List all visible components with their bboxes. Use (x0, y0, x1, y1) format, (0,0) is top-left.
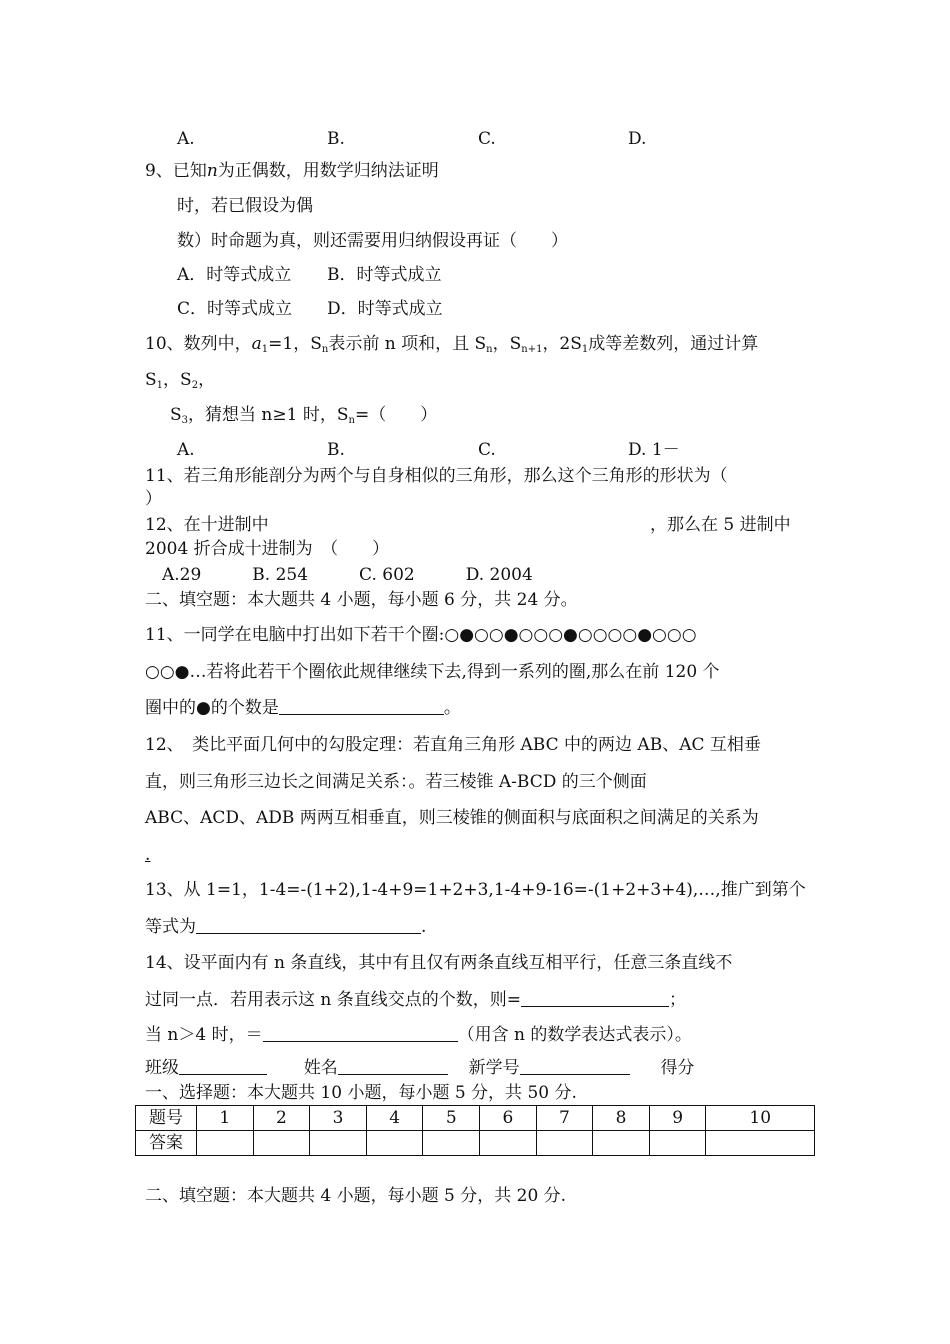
fill14-line-2 (145, 989, 686, 1011)
q9-option-c: C．时等式成立 (177, 299, 293, 319)
fill13-answer-blank[interactable] (196, 917, 421, 934)
table-header-label: 题号 (136, 1106, 197, 1131)
q10-option-c: C. (478, 440, 496, 460)
table-number-cell: 7 (536, 1106, 593, 1131)
answer-cell[interactable] (423, 1131, 480, 1156)
q10-l3b: ，猜想当 n≥1 时，S (188, 405, 349, 425)
answer-cell[interactable] (310, 1131, 367, 1156)
q10-a: a (251, 334, 262, 354)
section-1-title: 一、选择题：本大题共 10 小题，每小题 5 分，共 50 分. (145, 1083, 577, 1103)
answer-cell[interactable] (480, 1131, 537, 1156)
section-2-title: 二、填空题：本大题共 4 小题，每小题 6 分，共 24 分。 (145, 590, 578, 610)
name-label: 姓名 (303, 1058, 338, 1078)
fill12-line-2: 直，则三角形三边长之间满足关系：。若三棱锥 A-BCD 的三个侧面 (145, 772, 647, 792)
student-id-label: 新学号 (468, 1058, 520, 1078)
fill12-line-4: . (145, 845, 151, 865)
q8-option-c: C. (478, 129, 496, 149)
q10-l3c: =（ ） (354, 405, 438, 425)
answer-cell[interactable] (366, 1131, 423, 1156)
q10-t5: ，2S (542, 334, 582, 354)
fill14-answer-blank-1[interactable] (521, 990, 669, 1007)
table-number-cell: 4 (366, 1106, 423, 1131)
q8-option-a: A. (177, 129, 195, 149)
q10-t2: =1，S (268, 334, 322, 354)
q9-line-1 (145, 160, 439, 182)
answer-cell[interactable] (593, 1131, 650, 1156)
table-row-numbers (136, 1106, 815, 1131)
q10-l2-sub1: 1 (156, 380, 164, 391)
fill14-hint: （用含 n 的数学表达式表示）。 (457, 1025, 692, 1045)
q9-option-a: A．时等式成立 (177, 265, 292, 285)
q10-t4: ，S (492, 334, 522, 354)
fill14-line-1: 14、设平面内有 n 条直线，其中有且仅有两条直线互相平行，任意三条直线不 (145, 953, 733, 973)
answer-sheet-header (145, 1057, 694, 1079)
answer-cell[interactable] (706, 1131, 815, 1156)
score-label: 得分 (660, 1058, 695, 1078)
fill13-text: 等式为 (145, 917, 196, 937)
fill11-end: 。 (443, 698, 461, 718)
q10-a-sub: 1 (261, 344, 269, 355)
q8-option-d: D. (628, 129, 647, 149)
q12-line-1a: 12、在十进制中 (145, 515, 269, 535)
table-row-answers (136, 1131, 815, 1156)
q9-line-3: 数）时命题为真，则还需要用归纳假设再证（ ） (177, 231, 568, 251)
q10-l3a: S (170, 405, 182, 425)
q9-text-b: 为正偶数，用数学归纳法证明 (217, 161, 439, 181)
table-answer-label: 答案 (136, 1131, 197, 1156)
q9-n: n (206, 161, 218, 181)
q12-options: A.29 B. 254 C. 602 D. 2004 (162, 565, 533, 585)
fill11-line-2: ○○●…若将此若干个圈依此规律继续下去,得到一系列的圈,那么在前 120 个 (145, 662, 720, 682)
answer-cell[interactable] (649, 1131, 706, 1156)
q10-sub-3: n+1 (521, 344, 543, 355)
fill11-line-1: 11、一同学在电脑中打出如下若干个圈:○●○○●○○○●○○○○●○○○ (145, 625, 697, 645)
table-number-cell: 5 (423, 1106, 480, 1131)
class-label: 班级 (145, 1058, 179, 1078)
q10-t6: 成等差数列，通过计算 (588, 334, 759, 354)
answer-table (135, 1105, 815, 1156)
q10-l3-sub2: n (348, 415, 355, 426)
fill11-answer-blank[interactable] (279, 698, 444, 715)
q8-option-b: B. (327, 129, 345, 149)
q10-t3: 表示前 n 项和，且 S (328, 334, 487, 354)
q10-sub-4: 1 (581, 344, 589, 355)
fill14-text-2: 当 n＞4 时，＝ (145, 1025, 263, 1045)
q11-line-2: ） (145, 489, 162, 509)
table-number-cell: 8 (593, 1106, 650, 1131)
q10-l2a: S (145, 370, 157, 390)
table-number-cell: 6 (480, 1106, 537, 1131)
table-number-cell: 3 (310, 1106, 367, 1131)
q9-option-d: D．时等式成立 (327, 299, 443, 319)
fill14-text: 过同一点．若用表示这 n 条直线交点的个数，则= (145, 990, 521, 1010)
q9-line-2: 时，若已假设为偶 (177, 196, 313, 216)
section-2-fill-title: 二、填空题：本大题共 4 小题，每小题 5 分，共 20 分. (145, 1186, 567, 1206)
answer-cell[interactable] (536, 1131, 593, 1156)
q10-option-a: A. (177, 440, 195, 460)
fill12-line-3: ABC、ACD、ADB 两两互相垂直，则三棱锥的侧面积与底面积之间满足的关系为 (145, 808, 759, 828)
fill14-answer-blank-2[interactable] (263, 1025, 458, 1042)
q9-option-b: B．时等式成立 (327, 265, 442, 285)
fill13-line-1: 13、从 1=1，1-4=-(1+2),1-4+9=1+2+3,1-4+9-16=-(1+2+3+4),…,推广到第个 (145, 880, 806, 900)
q12-line-2: 2004 折合成十进制为 （ ） (145, 539, 390, 559)
q10-t1: 10、数列中， (145, 334, 252, 354)
table-number-cell: 9 (649, 1106, 706, 1131)
fill13-end: . (421, 917, 427, 937)
q10-l3-sub1: 3 (181, 415, 189, 426)
q10-l2-sub2: 2 (191, 380, 199, 391)
fill14-line-3 (145, 1024, 692, 1046)
q10-sub-2: n (486, 344, 493, 355)
q10-sub-1: n (321, 344, 329, 355)
table-number-cell: 2 (253, 1106, 310, 1131)
q10-option-b: B. (327, 440, 345, 460)
fill14-semicolon: ； (669, 990, 686, 1010)
fill11-text: 圈中的●的个数是 (145, 698, 279, 718)
q10-line-1 (145, 333, 758, 361)
class-field[interactable] (179, 1058, 267, 1075)
fill12-line-1: 12、 类比平面几何中的勾股定理：若直角三角形 ABC 中的两边 AB、AC 互相垂 (145, 735, 761, 755)
answer-cell[interactable] (197, 1131, 254, 1156)
answer-cell[interactable] (253, 1131, 310, 1156)
student-id-field[interactable] (520, 1058, 630, 1075)
q10-line-3 (170, 404, 437, 432)
fill13-line-2 (145, 916, 426, 938)
q10-line-2 (145, 369, 215, 397)
table-number-cell: 10 (706, 1106, 815, 1131)
q10-l2c: ， (198, 370, 216, 390)
q10-l2b: ，S (163, 370, 192, 390)
q12-line-1b: ，那么在 5 进制中 (650, 515, 791, 535)
name-field[interactable] (338, 1058, 448, 1075)
table-number-cell: 1 (197, 1106, 254, 1131)
q11-line-1: 11、若三角形能剖分为两个与自身相似的三角形，那么这个三角形的形状为（ (145, 466, 728, 486)
q10-option-d: D. 1－ (628, 440, 680, 460)
q9-text: 9、已知 (145, 161, 207, 181)
fill11-line-3 (145, 697, 461, 719)
